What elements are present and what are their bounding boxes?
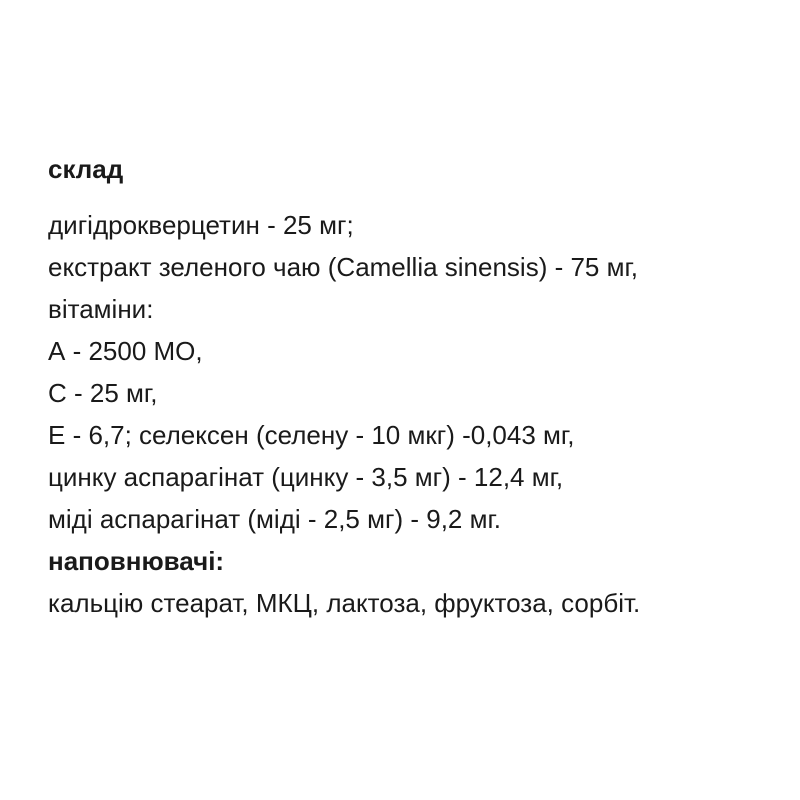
ingredients-document bbox=[48, 148, 788, 624]
fillers-heading: наповнювачі: bbox=[48, 546, 225, 576]
ingredient-line: дигідрокверцетин - 25 мг; bbox=[48, 210, 354, 240]
ingredient-line: Е - 6,7; селексен (селену - 10 мкг) -0,043 мг, bbox=[48, 420, 575, 450]
ingredient-line: цинку аспарагінат (цинку - 3,5 мг) - 12,4 мг, bbox=[48, 462, 564, 492]
fillers-line: кальцію стеарат, МКЦ, лактоза, фруктоза, сорбіт. bbox=[48, 588, 641, 618]
composition-heading: склад bbox=[48, 154, 124, 184]
ingredient-line: А - 2500 МО, bbox=[48, 336, 203, 366]
ingredient-line: міді аспарагінат (міді - 2,5 мг) - 9,2 мг. bbox=[48, 504, 502, 534]
ingredient-line: С - 25 мг, bbox=[48, 378, 158, 408]
ingredient-line: екстракт зеленого чаю (Camellia sinensis) - 75 мг, bbox=[48, 252, 639, 282]
ingredient-line: вітаміни: bbox=[48, 294, 154, 324]
spacer bbox=[48, 190, 788, 204]
